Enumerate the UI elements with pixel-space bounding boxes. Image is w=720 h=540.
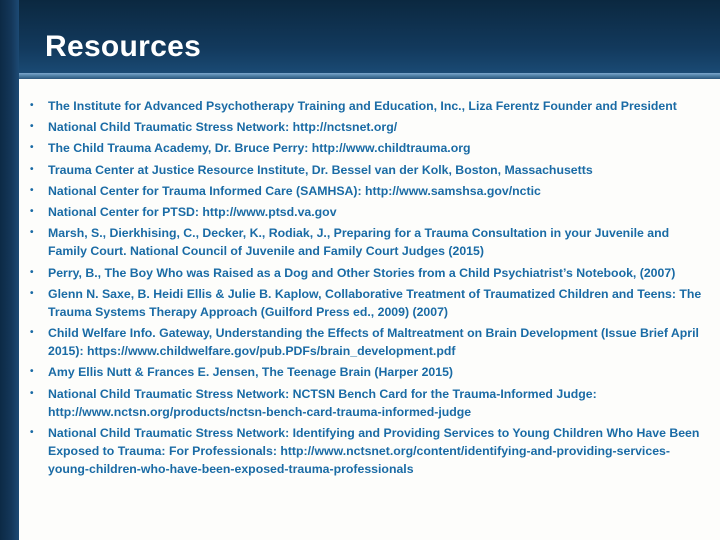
bullet-text: The Institute for Advanced Psychotherapy Training and Education, Inc., Liza Ferentz Founder and President	[48, 99, 677, 113]
bullet-icon: •	[30, 184, 34, 196]
list-item	[30, 424, 702, 479]
list-item	[30, 285, 702, 321]
bullet-text: Glenn N. Saxe, B. Heidi Ellis & Julie B. Kaplow, Collaborative Treatment of Traumatized Children and Teens: The Trauma Systems Therapy Approach (Guilford Press ed., 2009) (2007)	[48, 286, 702, 319]
list-item	[30, 363, 702, 381]
bullet-text: National Child Traumatic Stress Network: http://nctsnet.org/	[48, 120, 398, 135]
bullet-text: National Child Traumatic Stress Network: Identifying and Providing Services to Young Children Who Have Been Exposed to Trauma: For Professionals: http://www.nctsnet.org/content/identifying-and-providing-services-young-children-who-have-been-exposed-trauma-professionals	[48, 426, 700, 477]
bullet-icon: •	[30, 205, 34, 217]
list-item	[30, 264, 702, 282]
page-title: Resources	[45, 30, 202, 63]
list-item	[30, 161, 702, 179]
bullet-icon: •	[30, 121, 34, 133]
bullet-text: Amy Ellis Nutt & Frances E. Jensen, The Teenage Brain (Harper 2015)	[48, 365, 454, 380]
list-item	[30, 139, 702, 157]
bullet-text: National Center for PTSD: http://www.ptsd.va.gov	[48, 204, 337, 219]
bullet-text: Perry, B., The Boy Who was Raised as a Dog and Other Stories from a Child Psychiatrist’s Notebook, (2007)	[48, 265, 676, 280]
list-item	[30, 203, 702, 221]
bullet-icon: •	[30, 387, 34, 399]
list-item	[30, 182, 702, 200]
list-item	[30, 97, 702, 115]
header-accent-line	[0, 73, 720, 79]
bullet-icon: •	[30, 100, 34, 111]
bullet-text: National Center for Trauma Informed Care (SAMHSA): http://www.samshsa.gov/nctic	[48, 183, 541, 198]
bullet-text: Child Welfare Info. Gateway, Understanding the Effects of Maltreatment on Brain Development (Issue Brief April 2015): https://www.childwelfare.gov/pub.PDFs/brain_development.pdf	[48, 326, 699, 359]
bullet-icon: •	[30, 427, 34, 438]
list-item	[30, 385, 702, 421]
slide-header	[0, 0, 720, 73]
bullet-icon: •	[30, 366, 34, 378]
bullet-icon: •	[30, 327, 34, 339]
bullet-icon: •	[30, 287, 34, 299]
left-accent-bar	[0, 0, 19, 540]
bullet-text: Trauma Center at Justice Resource Institute, Dr. Bessel van der Kolk, Boston, Massachusetts	[48, 162, 593, 177]
bullet-list	[30, 97, 702, 482]
bullet-icon: •	[30, 266, 34, 278]
list-item	[30, 324, 702, 360]
bullet-icon: •	[30, 227, 34, 239]
list-item	[30, 118, 702, 136]
bullet-icon: •	[30, 142, 34, 154]
list-item	[30, 224, 702, 260]
bullet-text: Marsh, S., Dierkhising, C., Decker, K., Rodiak, J., Preparing for a Trauma Consultation in your Juvenile and Family Court. National Council of Juvenile and Family Court Judges (2015)	[48, 226, 670, 259]
bullet-text: The Child Trauma Academy, Dr. Bruce Perry: http://www.childtrauma.org	[48, 141, 471, 156]
bullet-icon: •	[30, 163, 34, 175]
bullet-text: National Child Traumatic Stress Network: NCTSN Bench Card for the Trauma-Informed Judge: http://www.nctsn.org/products/nctsn-bench-card-trauma-informed-judge	[48, 386, 597, 419]
